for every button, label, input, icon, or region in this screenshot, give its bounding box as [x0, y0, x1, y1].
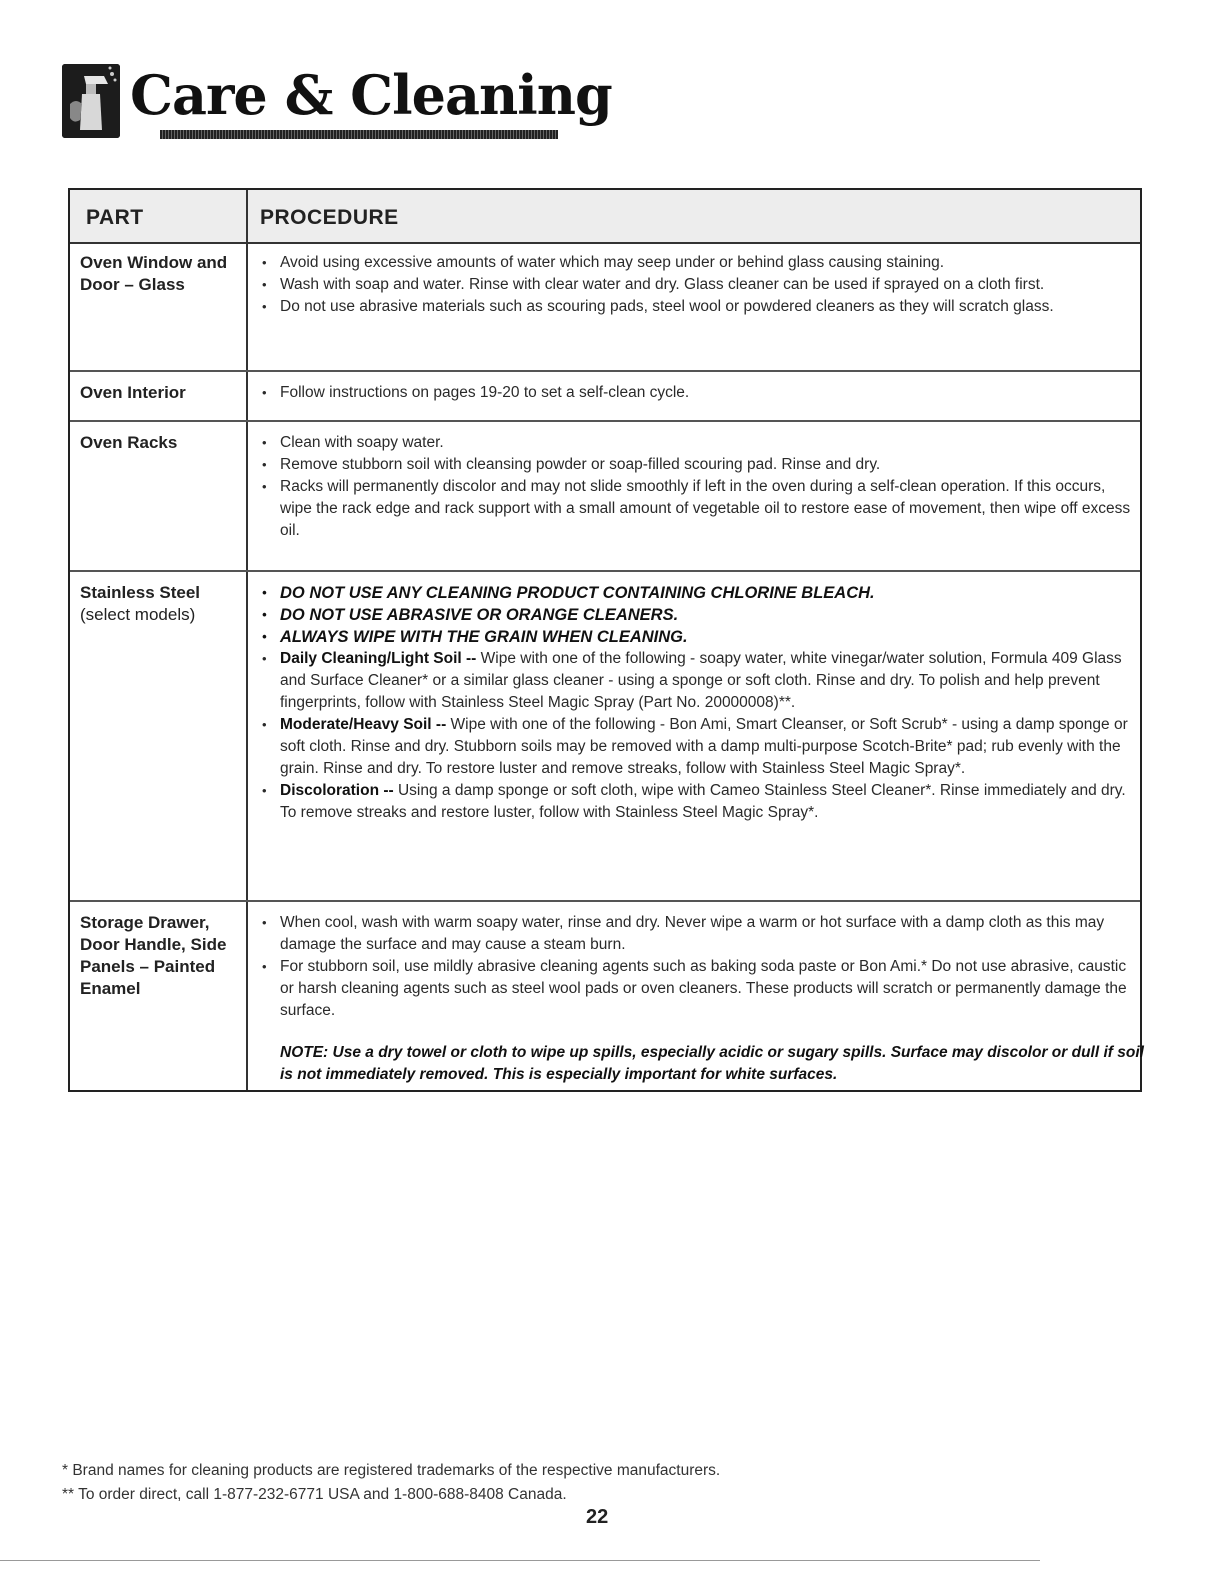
part-label: Oven Window and Door – Glass — [80, 253, 228, 294]
procedure-item: • Follow instructions on pages 19-20 to set a self-clean cycle. — [256, 382, 1132, 404]
warning-item: • ALWAYS WIPE WITH THE GRAIN WHEN CLEANING. — [256, 626, 1132, 648]
procedure-item: • Do not use abrasive materials such as scouring pads, steel wool or powdered cleaners as they will scratch glass. — [256, 296, 1132, 318]
footnote-trademarks: * Brand names for cleaning products are registered trademarks of the respective manufacturers. — [62, 1462, 721, 1479]
procedure-item: • Avoid using excessive amounts of water which may seep under or behind glass causing staining. — [256, 252, 1132, 274]
table-row — [70, 902, 1144, 1090]
table-row — [70, 422, 1140, 572]
procedure-item — [256, 780, 1132, 824]
procedure-item: • When cool, wash with warm soapy water, rinse and dry. Never wipe a warm or hot surface with a damp cloth as this may damage the surface and may cause a steam burn. — [256, 912, 1132, 956]
procedure-item: • Remove stubborn soil with cleansing powder or soap-filled scouring pad. Rinse and dry. — [256, 454, 1132, 476]
procedure-list — [256, 582, 1132, 824]
spray-bottle-icon — [62, 64, 120, 138]
procedure-list — [256, 252, 1132, 318]
procedure-list — [256, 382, 1132, 404]
item-lead: Discoloration -- — [280, 782, 394, 799]
item-text: Using a damp sponge or soft cloth, wipe with Cameo Stainless Steel Cleaner*. Rinse immediately and dry. To remove streaks and restore luster, follow with Stainless Steel Magic Spray*. — [280, 782, 1126, 821]
title-underline — [160, 130, 558, 139]
column-header-part: PART — [86, 206, 144, 229]
procedure-item: • Wash with soap and water. Rinse with clear water and dry. Glass cleaner can be used if sprayed on a cloth first. — [256, 274, 1132, 296]
procedure-list — [256, 432, 1132, 542]
table-row — [70, 372, 1140, 422]
page-title: Care & Cleaning — [130, 63, 612, 127]
procedure-item — [256, 648, 1132, 714]
part-label: Oven Interior — [80, 383, 186, 402]
section-header — [62, 58, 612, 150]
part-sub-label: (select models) — [80, 605, 196, 624]
item-text: Wipe with one of the following - Bon Ami, Smart Cleanser, or Soft Scrub* - using a damp sponge or soft cloth. Rinse and dry. Stubborn soils may be removed with a damp multi-purpose Scotch-Brite* pad; rub evenly with the grain. Rinse and dry. To restore luster and remove streaks, follow with Stainless Steel Magic Spray*. — [280, 716, 1128, 777]
column-header-procedure: PROCEDURE — [260, 206, 399, 229]
item-lead: Daily Cleaning/Light Soil -- — [280, 650, 477, 667]
procedure-list — [256, 912, 1132, 1022]
warning-item: • DO NOT USE ANY CLEANING PRODUCT CONTAINING CHLORINE BLEACH. — [256, 582, 1132, 604]
table-row — [70, 572, 1140, 902]
item-lead: Moderate/Heavy Soil -- — [280, 716, 447, 733]
part-label: Storage Drawer, Door Handle, Side Panels – Painted Enamel — [80, 913, 227, 998]
table-row — [70, 242, 1140, 372]
care-cleaning-table — [68, 188, 1142, 1092]
page-number: 22 — [586, 1506, 609, 1528]
part-label: Oven Racks — [80, 433, 178, 452]
item-text: Wipe with one of the following - soapy water, white vinegar/water solution, Formula 409 Glass and Surface Cleaner* or a similar glass cleaner - using a sponge or soft cloth. Rinse and dry. To polish and help prevent fingerprints, follow with Stainless Steel Magic Spray (Part No. 20000008)**. — [280, 650, 1122, 711]
table-header — [70, 190, 1140, 244]
procedure-item: • For stubborn soil, use mildly abrasive cleaning agents such as baking soda paste or Bon Ami.* Do not use abrasive, caustic or harsh cleaning agents such as steel wool pads or oven cleaners. These products will scratch or permanently damage the surface. — [256, 956, 1132, 1022]
bottom-rule — [0, 1560, 1040, 1561]
warning-item: • DO NOT USE ABRASIVE OR ORANGE CLEANERS. — [256, 604, 1132, 626]
procedure-item: • Racks will permanently discolor and may not slide smoothly if left in the oven during a self-clean operation. If this occurs, wipe the rack edge and rack support with a small amount of vegetable oil to restore ease of movement, then wipe off excess oil. — [256, 476, 1132, 542]
procedure-item — [256, 714, 1132, 780]
procedure-item: • Clean with soapy water. — [256, 432, 1132, 454]
note-text: NOTE: Use a dry towel or cloth to wipe up spills, especially acidic or sugary spills. Surface may discolor or dull if soil is not immediately removed. This is especially important for white surfaces. — [280, 1044, 1144, 1083]
part-label — [80, 582, 244, 626]
part-name: Stainless Steel — [80, 583, 201, 602]
footnote-order: ** To order direct, call 1-877-232-6771 USA and 1-800-688-8408 Canada. — [62, 1486, 567, 1503]
